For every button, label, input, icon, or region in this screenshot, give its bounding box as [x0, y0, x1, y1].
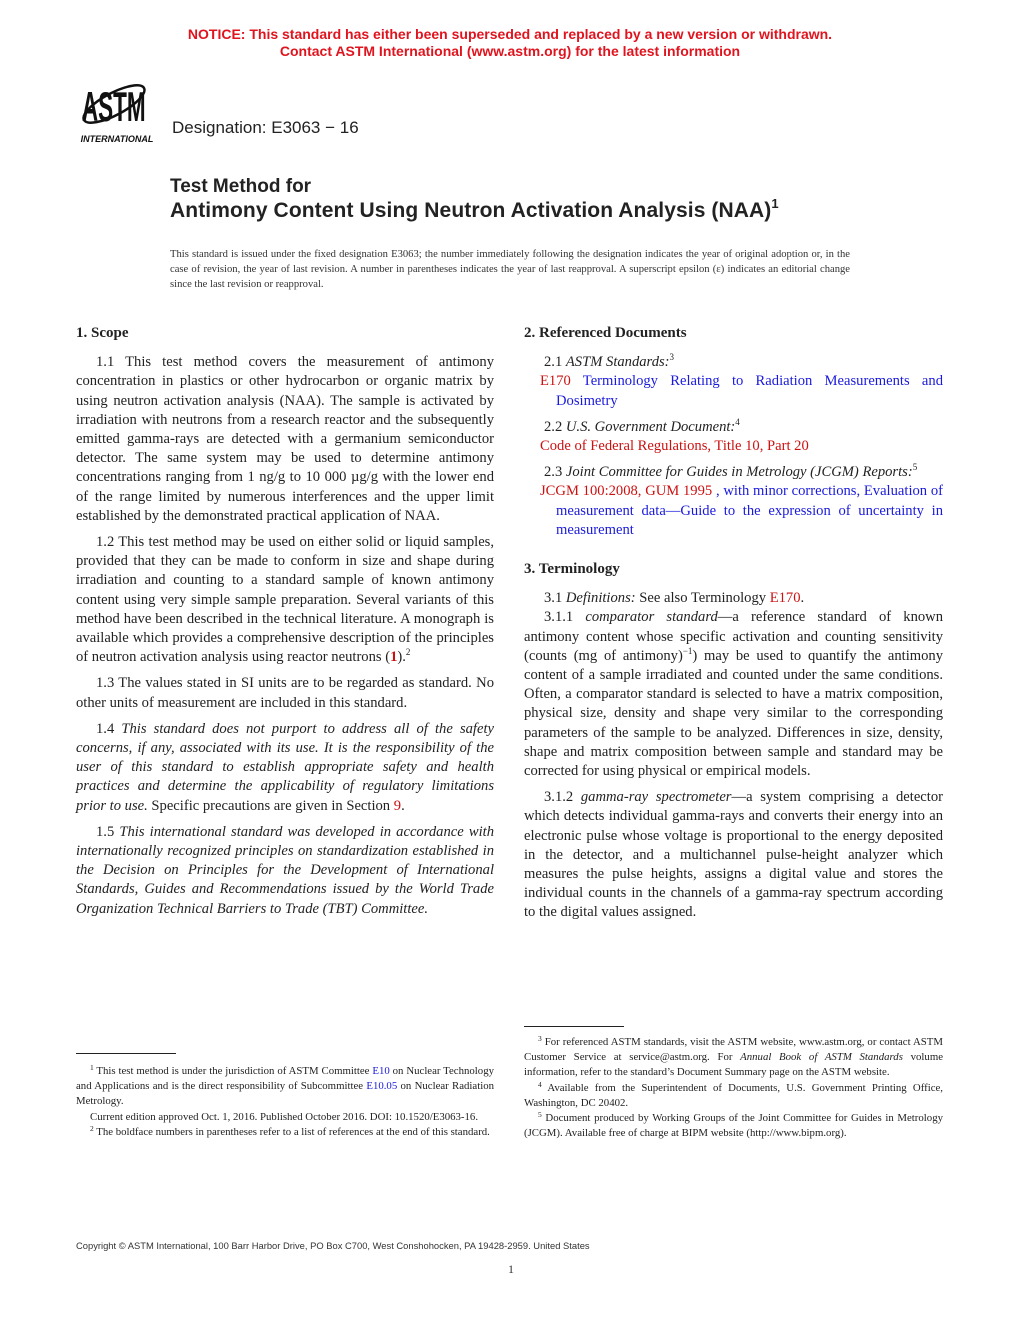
paragraph-2-2: 2.2 U.S. Government Document:$^4$: [544, 416, 740, 435]
notice-line-2: Contact ASTM International (www.astm.org) for the latest information: [279, 43, 741, 59]
paragraph-1-4: 1.4 This standard does not purport to address all of the safety concerns, if any, associated with its use. It is the responsibility of the user of this standard to establish appropriate safety and health practices and determine the applicability of regulatory limitations prior to use. Specific precautions are given in Section 9.: [76, 720, 494, 814]
footnote-4: $^4$ Available from the Superintendent of Documents, U.S. Government Printing Office, Washington, DC 20402.: [524, 1079, 943, 1109]
paragraph-3-1: 3.1 Definitions: See also Terminology E170.: [544, 590, 805, 607]
paragraph-2-3: 2.3 Joint Committee for Guides in Metrology (JCGM) Reports:$^5$: [544, 462, 918, 481]
section-3-heading: 3. Terminology: [524, 561, 620, 578]
svg-text:INTERNATIONAL: INTERNATIONAL: [80, 134, 154, 144]
footnote-mark-2: 2: [405, 647, 411, 658]
astm-logo-icon: [74, 76, 160, 144]
footnotes-right: [524, 1035, 943, 1141]
e170-title-link[interactable]: Terminology Relating to Radiation Measurements and Dosimetry: [556, 373, 943, 409]
designation: Designation: E3063 − 16: [172, 118, 359, 137]
paragraph-3-1-1: 3.1.1 comparator standard—a reference standard of known antimony content whose specific activation and counting sensitivity (counts (mg of antimony)$^{-1}$) may be used to quantify the antimony content of a sample irradiated and counted under the same conditions. Often, a comparator standard is selected to have a matrix composition, physical size, density and shape very similar to the corresponding parameters of the sample to be analyzed. Differences in size, density, shape and matrix composition between sample and standard may be corrected for using physical or empirical models.: [524, 609, 943, 780]
footnote-3: $^3$ For referenced ASTM standards, visit the ASTM website, www.astm.org, or contact ASTM Customer Service at service@astm.org. For Annual Book of ASTM Standards volume information, refer to the standard’s Document Summary page on the ASTM website.: [524, 1034, 944, 1079]
paragraph-1-2: 1.2 This test method may be used on either solid or liquid samples, provided that they can be made to conform in size and shape during irradiation and counting to a standard sample of known antimony content using very simple sample preparation. Several variants of this method have been described in the technical literature. A monograph is available which provides a comprehensive description of the principles of neutron activation analysis using reactor neutrons (1).$^2$: [76, 534, 494, 666]
withdrawal-notice: [0, 26, 1020, 60]
right-column: [524, 324, 943, 930]
astm-logo: [74, 76, 160, 144]
e10-05-link[interactable]: E10.05: [366, 1080, 398, 1093]
notice-line-1: NOTICE: This standard has either been superseded and replaced by a new version or withdrawn.: [187, 26, 833, 42]
reference-cfr-link[interactable]: Code of Federal Regulations, Title 10, Part 20: [540, 438, 809, 455]
e10-link[interactable]: E10: [372, 1065, 390, 1077]
footnote-1: $^1$ This test method is under the jurisdiction of ASTM Committee E10 on Nuclear Technology and Applications and is the direct responsibility of Subcommittee E10.05 on Nuclear Radiation Metrology.: [76, 1063, 494, 1108]
reference-jcgm[interactable]: [524, 482, 943, 540]
svg-text:ASTM: ASTM: [81, 84, 146, 131]
paragraph-1-1: 1.1 This test method covers the measurement of antimony concentration in plastics or other hydrocarbon or organic matrix by using neutron activation analysis (NAA). The sample is activated by irradiation with neutrons from a research reactor and the subsequently emitted gamma-rays are detected with a germanium semiconductor detector. The same system may be used to determine antimony concentrations ranging from 1 ng/g to 10 000 µg/g with the lower end of the range limited by numerous interferences and the upper limit established by the demonstrated practical application of NAA.: [76, 354, 494, 524]
left-column: [76, 324, 494, 926]
issued-note: This standard is issued under the fixed designation E3063; the number immediately following the designation indicates the year of original adoption or, in the case of revision, the year of last revision. A number in parentheses indicates the year of last reapproval. A superscript epsilon (ε) indicates an editorial change since the last revision or reapproval.: [170, 249, 850, 290]
reference-e170[interactable]: [524, 372, 943, 410]
copyright-line: Copyright © ASTM International, 100 Barr Harbor Drive, PO Box C700, West Conshohocken, PA 19428-2959. United States: [76, 1240, 590, 1251]
paragraph-3-1-2: 3.1.2 gamma-ray spectrometer—a system comprising a detector which detects individual gamma-rays and converts their energy into an electronic pulse whose voltage is proportional to the energy deposited in the detector, and a multichannel pulse-height analyzer which measures the pulse heights, assigns a digital value and stores the individual counts in the channels of a gamma-ray spectrum according to the digital values assigned.: [524, 789, 943, 921]
e170-link[interactable]: E170: [540, 373, 571, 390]
section-2-heading: 2. Referenced Documents: [524, 325, 687, 341]
footnote-1-edition: Current edition approved Oct. 1, 2016. Published October 2016. DOI: 10.1520/E3063-16.: [90, 1110, 479, 1123]
title-line-2: Antimony Content Using Neutron Activation Analysis (NAA): [170, 199, 772, 222]
reference-link-1[interactable]: 1: [390, 649, 398, 666]
footnotes-left: [76, 1064, 494, 1140]
footnote-5: $^5$ Document produced by Working Groups of the Joint Committee for Guides in Metrology (JCGM). Available free of charge at BIPM website (http://www.bipm.org).: [524, 1110, 943, 1140]
e170-inline-link[interactable]: E170: [769, 590, 801, 607]
footnote-divider-left: [76, 1053, 176, 1054]
paragraph-2-1: 2.1 ASTM Standards:$^3$: [544, 352, 675, 371]
section-9-link[interactable]: 9: [393, 797, 402, 814]
jcgm-link[interactable]: JCGM 100:2008, GUM 1995: [540, 483, 713, 500]
footnote-2: $^2$ The boldface numbers in parentheses refer to a list of references at the end of this standard.: [90, 1123, 490, 1138]
paragraph-1-3: 1.3 The values stated in SI units are to be regarded as standard. No other units of measurement are included in this standard.: [76, 675, 494, 711]
section-1-heading: 1. Scope: [76, 325, 129, 341]
footnote-divider-right: [524, 1026, 624, 1027]
title-line-1: Test Method for: [170, 176, 312, 197]
document-title: [170, 196, 779, 223]
page-number: 1: [508, 1262, 514, 1276]
jcgm-title-link[interactable]: , with minor corrections, Evaluation of measurement data—Guide to the expression of uncertainty in measurement: [556, 483, 943, 538]
title-footnote-mark: 1: [771, 196, 779, 211]
paragraph-1-5: 1.5 This international standard was developed in accordance with internationally recognized principles on standardization established in the Decision on Principles for the Development of International Standards, Guides and Recommendations issued by the World Trade Organization Technical Barriers to Trade (TBT) Committee.: [76, 823, 495, 917]
